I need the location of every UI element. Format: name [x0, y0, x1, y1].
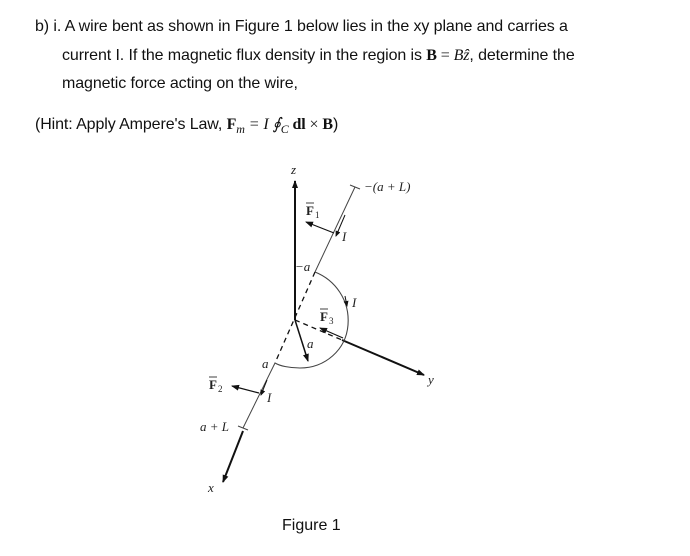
force-f2-arrow: [232, 386, 259, 393]
text: current I. If the magnetic flux density in the region is: [62, 47, 427, 64]
dl: dl: [288, 116, 306, 133]
neg-a-label: −a: [295, 259, 311, 274]
wire-upper-tick: [350, 185, 360, 189]
field-value: Bẑ: [453, 47, 470, 64]
z-label: z: [291, 162, 297, 177]
x-axis: [223, 431, 243, 482]
current-top-label: I: [342, 229, 347, 244]
f1-sub: 1: [315, 210, 320, 220]
subscript: m: [236, 122, 245, 137]
force-f1-arrow: [306, 222, 334, 233]
force-f3-arrow: [320, 328, 343, 338]
paren: ): [332, 116, 339, 133]
text: , determine the: [469, 47, 575, 64]
b-symbol: B: [322, 116, 333, 133]
a-point-label: a: [262, 356, 269, 371]
wire-lower-tick: [238, 426, 248, 430]
f2-sub: 2: [218, 384, 223, 394]
top-end-label: −(a + L): [364, 179, 411, 194]
f2-text: F: [209, 377, 217, 392]
y-axis: [342, 340, 424, 375]
wire-upper: [315, 187, 355, 272]
question-line-1: b) i. A wire bent as shown in Figure 1 below lies in the xy plane and carries a: [35, 18, 568, 35]
equals: =: [436, 47, 454, 64]
field-symbol: B: [426, 47, 437, 64]
current-arc-label: I: [352, 295, 357, 310]
f3-label: [320, 309, 334, 326]
x-label: x: [208, 480, 214, 495]
bottom-end-label: a + L: [200, 419, 230, 434]
force-symbol: F: [226, 116, 237, 133]
integral: = I ∮: [244, 116, 281, 133]
question-line-3: magnetic force acting on the wire,: [62, 75, 298, 92]
f1-label: [306, 203, 320, 220]
radius-label: a: [307, 336, 314, 351]
f3-sub: 3: [329, 316, 334, 326]
f3-text: F: [320, 309, 328, 324]
current-bottom-label: I: [267, 390, 272, 405]
f1-text: F: [306, 203, 314, 218]
y-label: y: [428, 372, 434, 387]
subscript: C: [280, 122, 289, 137]
f2-label: [209, 377, 223, 394]
wire-semicircle: [275, 272, 348, 368]
figure-caption: Figure 1: [282, 517, 341, 534]
cross: ×: [305, 116, 323, 133]
hint-text: (Hint: Apply Ampere's Law,: [35, 116, 227, 133]
y-axis-dashed: [295, 320, 342, 340]
